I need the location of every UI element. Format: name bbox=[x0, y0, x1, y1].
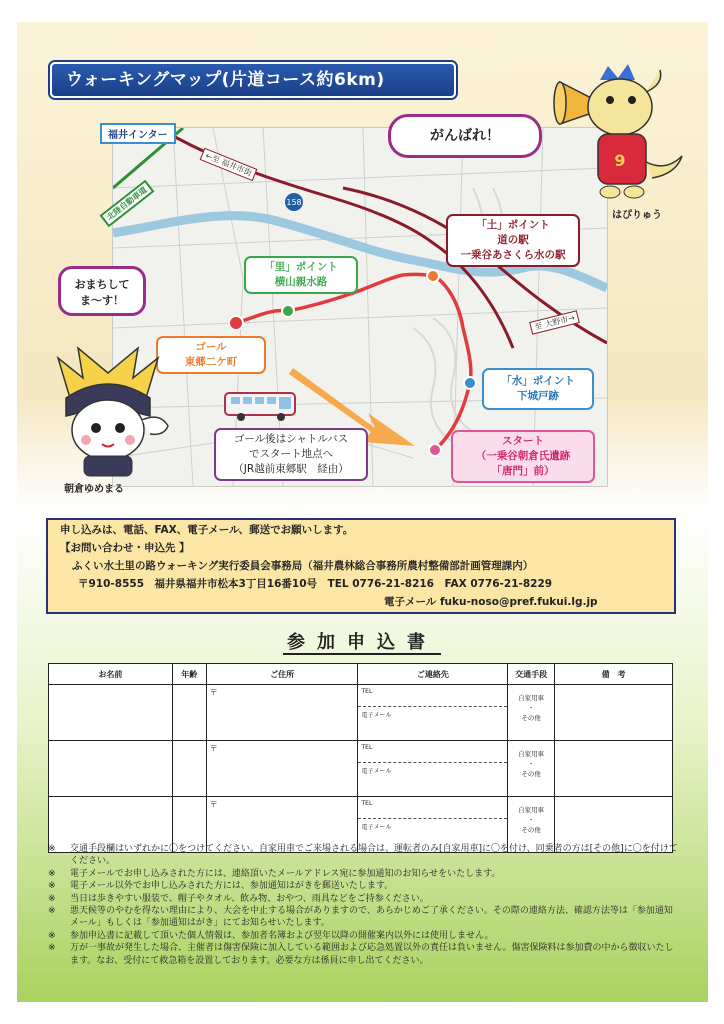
transport-dot: ・ bbox=[527, 816, 535, 824]
tel-label: TEL bbox=[361, 800, 373, 807]
mail-label: 電子メール bbox=[361, 712, 392, 719]
sato-point-label bbox=[244, 256, 358, 294]
note-text: 万が一事故が発生した場合、主催者は傷害保険に加入している範囲および応急処置以外の責任は負いません。傷害保険料は参加費の中から徴収いたします。なお、受付にて救急箱を設置しております。必要な方は係員に申し出てください。 bbox=[70, 943, 674, 966]
note-mark: ※ bbox=[48, 881, 56, 892]
shuttle-note bbox=[214, 428, 368, 481]
contact-line4: 〒910-8555 福井県福井市松本3丁目16番10号 TEL 0776-21-8216 FAX 0776-21-8229 bbox=[78, 578, 553, 590]
shuttle-bus-icon bbox=[225, 393, 295, 421]
mizu-point-title: 「水」ポイント bbox=[501, 375, 575, 387]
start-line2: （一乗谷朝倉氏遺跡 bbox=[475, 450, 571, 462]
yumemaru-name: 朝倉ゆめまる bbox=[64, 484, 124, 495]
note-item bbox=[48, 930, 678, 942]
tsuchi-point-line2: 道の駅 bbox=[497, 234, 529, 246]
note-text: 電子メール以外でお申し込みされた方には、参加通知はがきを郵送いたします。 bbox=[70, 881, 394, 892]
note-item bbox=[48, 843, 678, 868]
yumemaru-mascot-icon bbox=[38, 338, 178, 478]
contact-field[interactable] bbox=[358, 741, 508, 797]
sato-point-line2: 横山親水路 bbox=[274, 276, 328, 288]
form-title bbox=[0, 628, 724, 654]
note-text: 悪天候等のやむを得ない理由により、大会を中止する場合がありますので、あらかじめご了承ください。その際の連絡方法、確認方法等は「参加通知メール」もしくは「参加通知はがき」にてお知らせいたします。 bbox=[70, 906, 673, 929]
mail-label: 電子メール bbox=[361, 768, 392, 775]
name-field[interactable] bbox=[49, 741, 173, 797]
note-item bbox=[48, 905, 678, 930]
note-text: 電子メールでお申し込みされた方には、連絡頂いたメールアドレス宛に参加通知のお知らせをいたします。 bbox=[70, 868, 501, 879]
transport-other: その他 bbox=[521, 826, 541, 834]
note-item bbox=[48, 880, 678, 892]
transport-car: 自家用車 bbox=[518, 806, 545, 814]
note-item bbox=[48, 893, 678, 905]
postal-mark: 〒 bbox=[209, 744, 218, 753]
header-transport: 交通手段 bbox=[508, 664, 555, 685]
age-field[interactable] bbox=[172, 741, 206, 797]
map-title: ウォーキングマップ(片道コース約6km) bbox=[50, 62, 456, 98]
sato-point-title: 「里」ポイント bbox=[264, 261, 338, 273]
expressway-label: 北陸自動車道 bbox=[100, 180, 155, 228]
contact-field[interactable] bbox=[358, 685, 508, 741]
omachi-line2: ま〜す！ bbox=[80, 294, 124, 307]
transport-car: 自家用車 bbox=[518, 694, 545, 702]
remarks-field[interactable] bbox=[555, 741, 673, 797]
note-text: 交通手段欄はいずれかに〇をつけてください。自家用車でご来場される場合は、運転者のみ[自家用車]に〇を付け、同乗者の方は[その他]に〇を付けてください。 bbox=[70, 844, 678, 867]
transport-dot: ・ bbox=[527, 760, 535, 768]
postal-mark: 〒 bbox=[209, 688, 218, 697]
hapiryu-name: はぴりゅう bbox=[612, 210, 662, 221]
ganbare-bubble bbox=[388, 114, 542, 158]
address-field[interactable] bbox=[206, 741, 358, 797]
mail-label: 電子メール bbox=[361, 824, 392, 831]
remarks-field[interactable] bbox=[555, 685, 673, 741]
transport-dot: ・ bbox=[527, 704, 535, 712]
age-field[interactable] bbox=[172, 685, 206, 741]
contact-line3: ふくい水土里の路ウォーキング実行委員会事務局（福井農林総合事務所農村整備部計画管理課内） bbox=[72, 560, 534, 572]
header-address: ご住所 bbox=[206, 664, 358, 685]
note-mark: ※ bbox=[48, 844, 56, 854]
note-mark: ※ bbox=[48, 906, 56, 917]
shuttle-line1: ゴール後はシャトルバス bbox=[233, 433, 349, 445]
note-mark: ※ bbox=[48, 930, 56, 941]
transport-other: その他 bbox=[521, 770, 541, 778]
svg-text:9: 9 bbox=[614, 151, 626, 170]
start-title: スタート bbox=[502, 435, 544, 447]
note-text: 当日は歩きやすい服装で、帽子やタオル、飲み物、おやつ、雨具などをご持参ください。 bbox=[70, 893, 429, 904]
omachi-bubble bbox=[58, 266, 146, 316]
tsuchi-point-label bbox=[446, 214, 580, 267]
hapiryu-mascot-icon bbox=[540, 62, 690, 212]
table-header-row bbox=[49, 664, 673, 685]
start-label bbox=[451, 430, 595, 483]
tel-label: TEL bbox=[361, 744, 373, 751]
goal-line2: 東郷二ケ町 bbox=[184, 356, 238, 368]
registration-table bbox=[48, 663, 673, 853]
contact-email: 電子メール fuku-noso@pref.fukui.lg.jp bbox=[384, 596, 598, 608]
header-age: 年齢 bbox=[172, 664, 206, 685]
contact-info-box bbox=[46, 518, 676, 614]
notes-list bbox=[48, 843, 678, 967]
transport-field[interactable] bbox=[508, 741, 555, 797]
route-number: 158 bbox=[286, 198, 302, 207]
note-mark: ※ bbox=[48, 943, 56, 954]
transport-field[interactable] bbox=[508, 685, 555, 741]
header-contact: ご連絡先 bbox=[358, 664, 508, 685]
tsuchi-point-line3: 一乗谷あさくら水の駅 bbox=[460, 249, 566, 261]
header-name: お名前 bbox=[49, 664, 173, 685]
shuttle-line3: （JR越前東郷駅 経由） bbox=[233, 463, 349, 475]
to-fukui-label: ←至 福井市街 bbox=[200, 148, 258, 181]
transport-car: 自家用車 bbox=[518, 750, 545, 758]
ganbare-text: がんばれ！ bbox=[430, 128, 500, 144]
header-remarks: 備 考 bbox=[555, 664, 673, 685]
shuttle-line2: でスタート地点へ bbox=[249, 448, 333, 460]
goal-title: ゴール bbox=[195, 341, 227, 353]
table-row bbox=[49, 741, 673, 797]
tsuchi-point-title: 「土」ポイント bbox=[476, 219, 550, 231]
note-item bbox=[48, 942, 678, 967]
note-item bbox=[48, 868, 678, 880]
start-line3: 「唐門」前） bbox=[491, 465, 555, 477]
note-text: 参加申込書に記載して頂いた個人情報は、参加者名簿および翌年以降の開催案内以外には使用しません。 bbox=[70, 930, 494, 941]
address-field[interactable] bbox=[206, 685, 358, 741]
transport-other: その他 bbox=[521, 714, 541, 722]
mizu-point-line2: 下城戸跡 bbox=[517, 390, 559, 402]
table-row bbox=[49, 685, 673, 741]
form-title-text: 参加申込書 bbox=[283, 632, 441, 655]
note-mark: ※ bbox=[48, 868, 56, 879]
mizu-point-label bbox=[482, 368, 594, 410]
note-mark: ※ bbox=[48, 893, 56, 904]
name-field[interactable] bbox=[49, 685, 173, 741]
omachi-line1: おまちして bbox=[74, 278, 130, 291]
to-ono-label: 至 大野市→ bbox=[529, 310, 580, 335]
tel-label: TEL bbox=[361, 688, 373, 695]
fukui-ic-label: 福井インター bbox=[100, 123, 176, 144]
contact-line1: 申し込みは、電話、FAX、電子メール、郵送でお願いします。 bbox=[60, 524, 354, 536]
postal-mark: 〒 bbox=[209, 800, 218, 809]
contact-line2: 【お問い合わせ・申込先 】 bbox=[60, 542, 190, 554]
